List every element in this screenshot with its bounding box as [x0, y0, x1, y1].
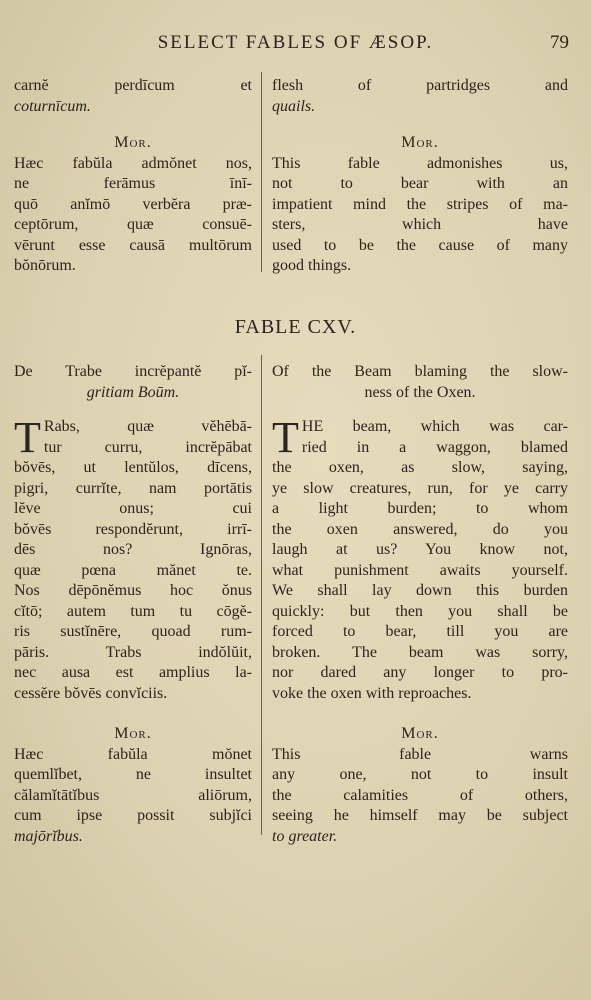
fable-english-column	[272, 362, 568, 704]
latin-text-line: quæ pœna mănet te.	[14, 561, 252, 579]
english-moral-line: sters, which have	[272, 216, 568, 233]
latin-moral-line: cum ipse possit subjĭci	[14, 807, 252, 824]
english-line: quails.	[272, 97, 316, 115]
fable-title: FABLE CXV.	[234, 316, 357, 338]
top-left-column	[14, 76, 252, 277]
english-text-line: the oxen, as slow, saying,	[272, 459, 568, 476]
running-title: SELECT FABLES OF ÆSOP.	[157, 32, 434, 53]
english-moral-line: not to bear with an	[272, 175, 568, 192]
drop-cap-latin: T	[14, 413, 41, 462]
english-text-line: laugh at us? You know not,	[272, 541, 568, 558]
moral-heading-latin: Mor.	[114, 134, 152, 151]
english-text-line: We shall lay down this burden	[272, 582, 568, 599]
english-text-line: nor dared any longer to pro-	[272, 664, 568, 681]
latin-text-line: pigri, currĭte, nam portātis	[14, 479, 252, 497]
latin-moral-line: vērunt esse causā multōrum	[14, 236, 252, 254]
english-text-line: quickly: but then you shall be	[272, 602, 568, 620]
top-right-column	[272, 76, 568, 277]
latin-moral-line: quemlĭbet, ne insultet	[14, 766, 252, 783]
latin-text-line: lĕve onus; cui	[14, 500, 252, 517]
column-divider-top	[261, 72, 262, 272]
english-moral-line: to greater.	[272, 827, 338, 845]
latin-moral-line: ne ferāmus īnī-	[14, 175, 252, 192]
latin-heading-line: gritiam Boūm.	[86, 383, 180, 401]
latin-text-line: cĭtō; autem tum tu cōgĕ-	[14, 602, 252, 620]
english-line: flesh of partridges and	[272, 77, 568, 94]
moral-heading-english: Mor.	[401, 725, 439, 742]
english-heading-line: Of the Beam blaming the slow-	[272, 363, 568, 380]
fable-latin-column	[14, 362, 252, 704]
latin-moral-line: Hæc fabŭla mŏnet	[14, 745, 252, 763]
latin-moral-line: quō anĭmō verbĕra præ-	[14, 195, 252, 213]
latin-line: carnĕ perdīcum et	[14, 77, 252, 94]
latin-text-line: Nos dēpōnĕmus hoc ŏnus	[14, 582, 252, 599]
english-text-line: forced to bear, till you are	[272, 623, 568, 640]
latin-moral-line: bŏnōrum.	[14, 257, 76, 274]
latin-text-line: cessĕre bŏvēs convĭciis.	[14, 684, 168, 702]
english-moral-line: This fable admonishes us,	[272, 154, 568, 172]
latin-text-line: pāris. Trabs indŏlŭit,	[14, 643, 252, 661]
english-moral-line: seeing he himself may be subject	[272, 807, 568, 824]
latin-fable-text	[14, 413, 252, 704]
latin-text-line: dēs nos? Ignōras,	[14, 541, 252, 558]
drop-cap-english: T	[272, 413, 299, 462]
english-fable-text	[272, 413, 568, 704]
english-text-line: broken. The beam was sorry,	[272, 643, 568, 661]
latin-moral-line: călamĭtātĭbus aliōrum,	[14, 786, 252, 804]
bottom-left-column	[14, 724, 252, 847]
english-moral-line: any one, not to insult	[272, 766, 568, 783]
english-heading-line: ness of the Oxen.	[364, 383, 476, 401]
bottom-right-column	[272, 724, 568, 847]
english-text-line: HE beam, which was car-	[301, 418, 568, 435]
page-number: 79	[550, 32, 569, 53]
moral-heading-latin: Mor.	[114, 725, 152, 742]
english-moral-line: good things.	[272, 257, 352, 274]
latin-text-line: bŏvēs respondĕrunt, irrī-	[14, 520, 252, 538]
english-text-line: ye slow creatures, run, for ye carry	[272, 479, 568, 497]
english-moral-line: used to be the cause of many	[272, 236, 568, 254]
latin-moral-line: ceptōrum, quæ consuē-	[14, 216, 252, 233]
english-text-line: a light burden; to whom	[272, 500, 568, 517]
english-text-line: what punishment awaits yourself.	[272, 561, 568, 579]
latin-text-line: ris sustĭnēre, quoad rum-	[14, 623, 252, 640]
latin-text-line: nec ausa est amplius la-	[14, 664, 252, 681]
latin-heading-line: De Trabe incrĕpantĕ pĭ-	[14, 363, 252, 380]
page-header	[0, 30, 591, 60]
latin-moral-line: majōrĭbus.	[14, 827, 83, 845]
column-divider-bottom	[261, 355, 262, 835]
english-moral-line: impatient mind the stripes of ma-	[272, 195, 568, 213]
latin-moral-line: Hæc fabŭla admŏnet nos,	[14, 154, 252, 172]
english-moral-line: This fable warns	[272, 745, 568, 763]
moral-heading-english: Mor.	[401, 134, 439, 151]
latin-text-line: bŏvēs, ut lentŭlos, dīcens,	[14, 459, 252, 476]
english-text-line: ried in a waggon, blamed	[301, 438, 568, 456]
english-text-line: voke the oxen with reproaches.	[272, 684, 472, 702]
latin-line: coturnīcum.	[14, 97, 91, 115]
latin-text-line: Rabs, quæ vĕhēbā-	[43, 418, 252, 435]
latin-text-line: tur curru, incrĕpābat	[43, 438, 252, 456]
english-text-line: the oxen answered, do you	[272, 520, 568, 538]
english-moral-line: the calamities of others,	[272, 786, 568, 804]
